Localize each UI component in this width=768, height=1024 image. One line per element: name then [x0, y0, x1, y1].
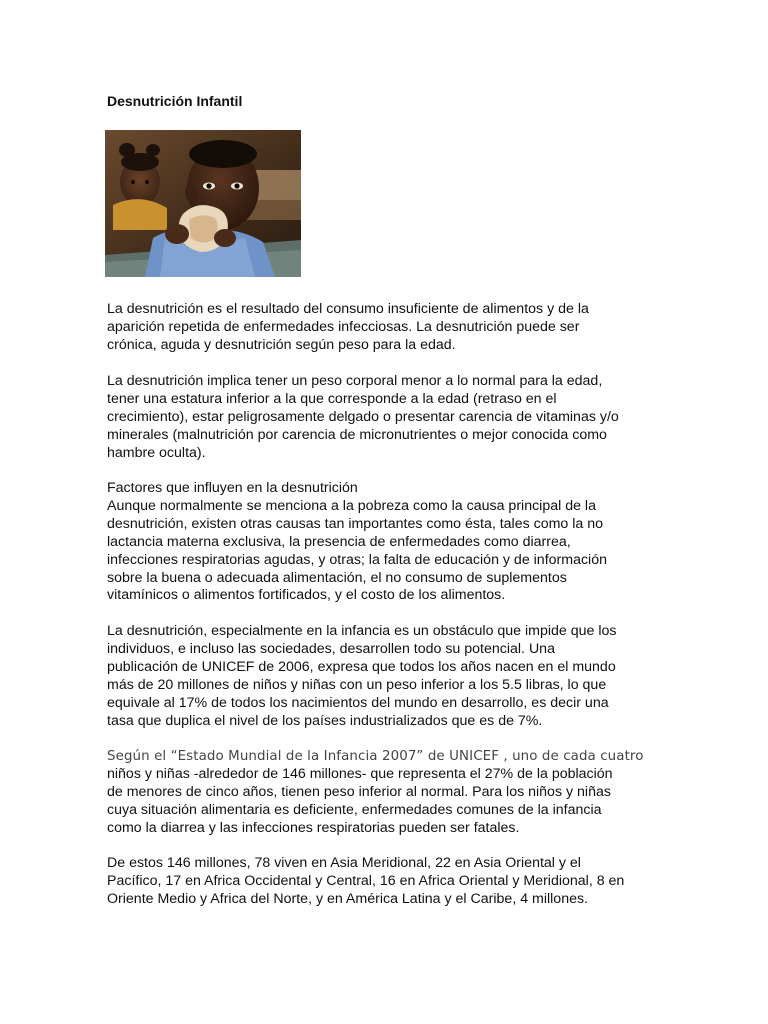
paragraph-4	[107, 623, 667, 730]
paragraph-2-line-2: tener una estatura inferior a la que corresponde a la edad (retraso en el	[107, 390, 557, 407]
paragraph-2-line-1: La desnutrición implica tener un peso corporal menor a lo normal para la edad,	[107, 373, 603, 389]
paragraph-6-line-2: Pacífico, 17 en Africa Occidental y Central, 16 en Africa Oriental y Meridional, 8 en	[107, 872, 625, 889]
paragraph-4-line-3: publicación de UNICEF de 2006, expresa que todos los años nacen en el mundo	[107, 658, 616, 675]
document-title: Desnutrición Infantil	[107, 93, 243, 109]
paragraph-4-line-1: La desnutrición, especialmente en la infancia es un obstáculo que impide que los	[107, 623, 617, 639]
paragraph-1-line-3: crónica, aguda y desnutrición según peso para la edad.	[107, 336, 456, 353]
paragraph-5-line-5: como la diarrea y las infecciones respiratorias pueden ser fatales.	[107, 819, 520, 836]
paragraph-3-line-6: sobre la buena o adecuada alimentación, el no consumo de suplementos	[107, 569, 567, 586]
paragraph-1	[107, 301, 667, 355]
child-eating-bread-photo	[105, 130, 301, 277]
paragraph-4-line-4: más de 20 millones de niños y niñas con un peso inferior a los 5.5 libras, lo que	[107, 676, 607, 693]
paragraph-3-line-3: desnutrición, existen otras causas tan importantes como ésta, tales como la no	[107, 515, 604, 532]
paragraph-1-line-1: La desnutrición es el resultado del consumo insuficiente de alimentos y de la	[107, 301, 589, 317]
paragraph-5-line-1: Según el “Estado Mundial de la Infancia 2007” de UNICEF , uno de cada cuatro	[107, 749, 644, 764]
paragraph-2-line-5: hambre oculta).	[107, 444, 206, 461]
paragraph-2-line-3: crecimiento), estar peligrosamente delgado o presentar carencia de vitaminas y/o	[107, 408, 619, 425]
paragraph-4-line-2: individuos, e incluso las sociedades, desarrollen todo su potencial. Una	[107, 640, 555, 657]
paragraph-3-line-2: Aunque normalmente se menciona a la pobreza como la causa principal de la	[107, 497, 596, 514]
paragraph-2-line-4: minerales (malnutrición por carencia de micronutrientes o mejor conocida como	[107, 426, 607, 443]
paragraph-5-line-2: niños y niñas -alrededor de 146 millones- que representa el 27% de la población	[107, 765, 613, 782]
section-heading-factores: Factores que influyen en la desnutrición	[107, 480, 358, 496]
paragraph-3-line-4: lactancia materna exclusiva, la presencia de enfermedades como diarrea,	[107, 533, 571, 550]
paragraph-5	[107, 748, 667, 838]
paragraph-4-line-6: tasa que duplica el nivel de los países industrializados que es de 7%.	[107, 712, 543, 729]
paragraph-5-line-3: de menores de cinco años, tienen peso inferior al normal. Para los niños y niñas	[107, 783, 611, 800]
paragraph-3-line-7: vitamínicos o alimentos fortificados, y el costo de los alimentos.	[107, 587, 506, 604]
paragraph-2	[107, 373, 667, 463]
paragraph-1-line-2: aparición repetida de enfermedades infecciosas. La desnutrición puede ser	[107, 318, 580, 335]
paragraph-3-line-5: infecciones respiratorias agudas, y otras; la falta de educación y de información	[107, 551, 607, 568]
paragraph-6-line-3: Oriente Medio y Africa del Norte, y en América Latina y el Caribe, 4 millones.	[107, 890, 589, 907]
paragraph-5-line-4: cuya situación alimentaria es deficiente, enfermedades comunes de la infancia	[107, 801, 602, 818]
paragraph-6-line-1: De estos 146 millones, 78 viven en Asia Meridional, 22 en Asia Oriental y el	[107, 855, 581, 871]
paragraph-3	[107, 480, 667, 605]
paragraph-6	[107, 855, 667, 909]
paragraph-4-line-5: equivale al 17% de todos los nacimientos del mundo en desarrollo, es decir una	[107, 694, 609, 711]
